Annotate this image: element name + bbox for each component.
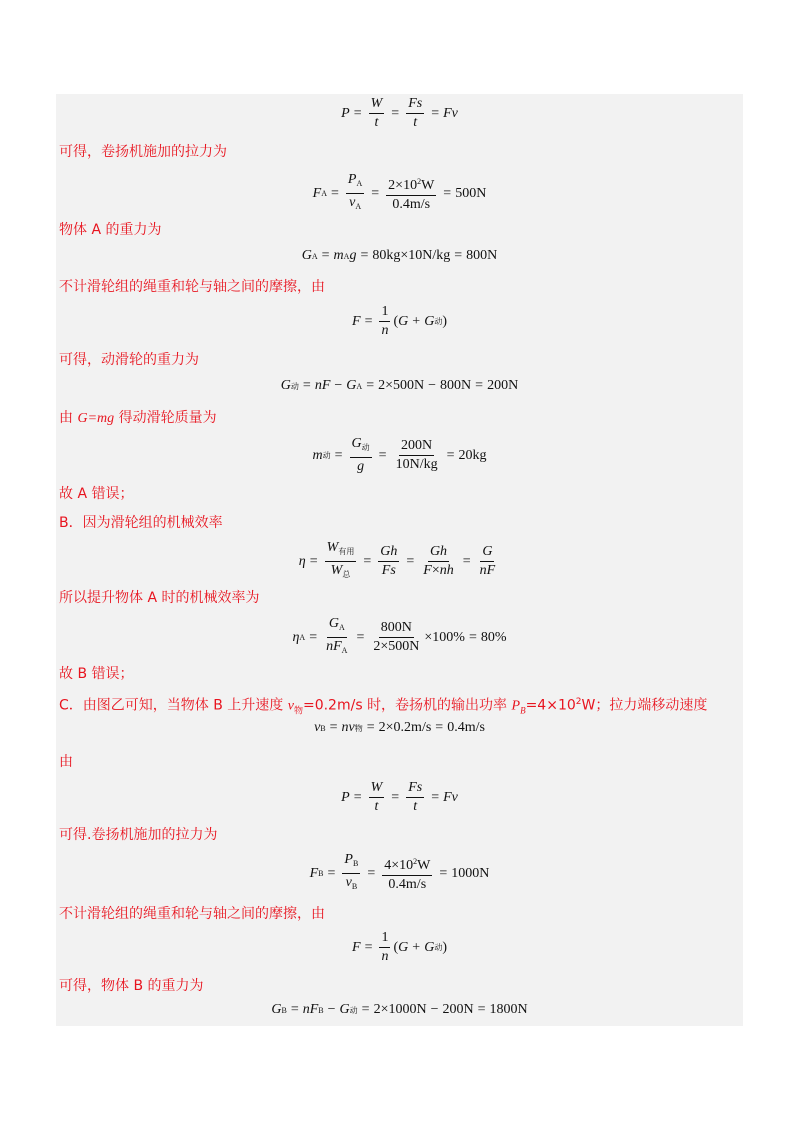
- text-line: 可得，动滑轮的重力为: [59, 352, 199, 368]
- equation-pulley-mass: m 动 = $\frac{G_动}{g}$ = $\frac{200N}{10N/kg}$ = 20kg: [312, 436, 487, 474]
- equation-force-formula-2: F = $\frac{1}{n}$ ( G + G 动 ): [352, 930, 447, 964]
- equation-power-1: P = $\frac{W}{t}$ = $\frac{Fs}{t}$ = Fv: [341, 96, 458, 130]
- equation-efficiency-formula: η = $\frac{W_{有用}}{W_总}$ = $\frac{Gh}{Fs}$ = $\frac{Gh}{F\times nh}$ = $\frac{G}{nF}$: [298, 540, 496, 579]
- text-line: 不计滑轮组的绳重和轮与轴之间的摩擦，由: [59, 279, 325, 295]
- text-line: 故 A 错误；: [59, 486, 134, 502]
- equation-pulley-gravity: G 动 = nF − G A = 2×500N − 800N = 200N: [280, 378, 519, 393]
- solution-panel: [56, 94, 743, 1026]
- equation-efficiency-a: η A = $\frac{G_A}{nF_A}$ = $\frac{800N}{2\times 500N}$ ×100% = 80%: [292, 616, 507, 655]
- text-line: 由 G=mg 得动滑轮质量为: [59, 410, 217, 426]
- equation-gravity-b: G B = nF B − G 动 = 2×1000N − 200N = 1800N: [271, 1002, 528, 1017]
- text-line: 不计滑轮组的绳重和轮与轴之间的摩擦，由: [59, 906, 325, 922]
- equation-speed-b: v B = nv 物 = 2×0.2m/s = 0.4m/s: [314, 720, 485, 735]
- equation-force-formula-1: F = $\frac{1}{n}$ ( G + G 动 ): [352, 304, 447, 338]
- text-line: 可得，卷扬机施加的拉力为: [59, 144, 227, 160]
- equation-force-b: F B = $\frac{P_B}{v_B}$ = $\frac{4\times 10^2W}{0.4m/s}$ = 1000N: [309, 852, 490, 892]
- text-line: B．因为滑轮组的机械效率: [59, 515, 223, 531]
- text-line: 由: [59, 754, 73, 770]
- equation-power-2: P = $\frac{W}{t}$ = $\frac{Fs}{t}$ = Fv: [341, 780, 458, 814]
- text-line: 物体 A 的重力为: [59, 222, 162, 238]
- equation-gravity-a: G A = m A g = 80kg×10N/kg = 800N: [301, 248, 498, 263]
- text-line: C．由图乙可知，当物体 B 上升速度 $v_物=0.2m/s$ 时，卷扬机的输出功率 $P_B=4\times 10^2W$；拉力端移动速度: [59, 697, 708, 717]
- text-line: 可得，物体 B 的重力为: [59, 978, 204, 994]
- text-line: 所以提升物体 A 时的机械效率为: [59, 590, 260, 606]
- text-line: 故 B 错误；: [59, 666, 134, 682]
- equation-force-a: F A = $\frac{P_A}{v_A}$ = $\frac{2\times 10^2W}{0.4m/s}$ = 500N: [312, 172, 487, 212]
- text-line: 可得.卷扬机施加的拉力为: [59, 827, 218, 843]
